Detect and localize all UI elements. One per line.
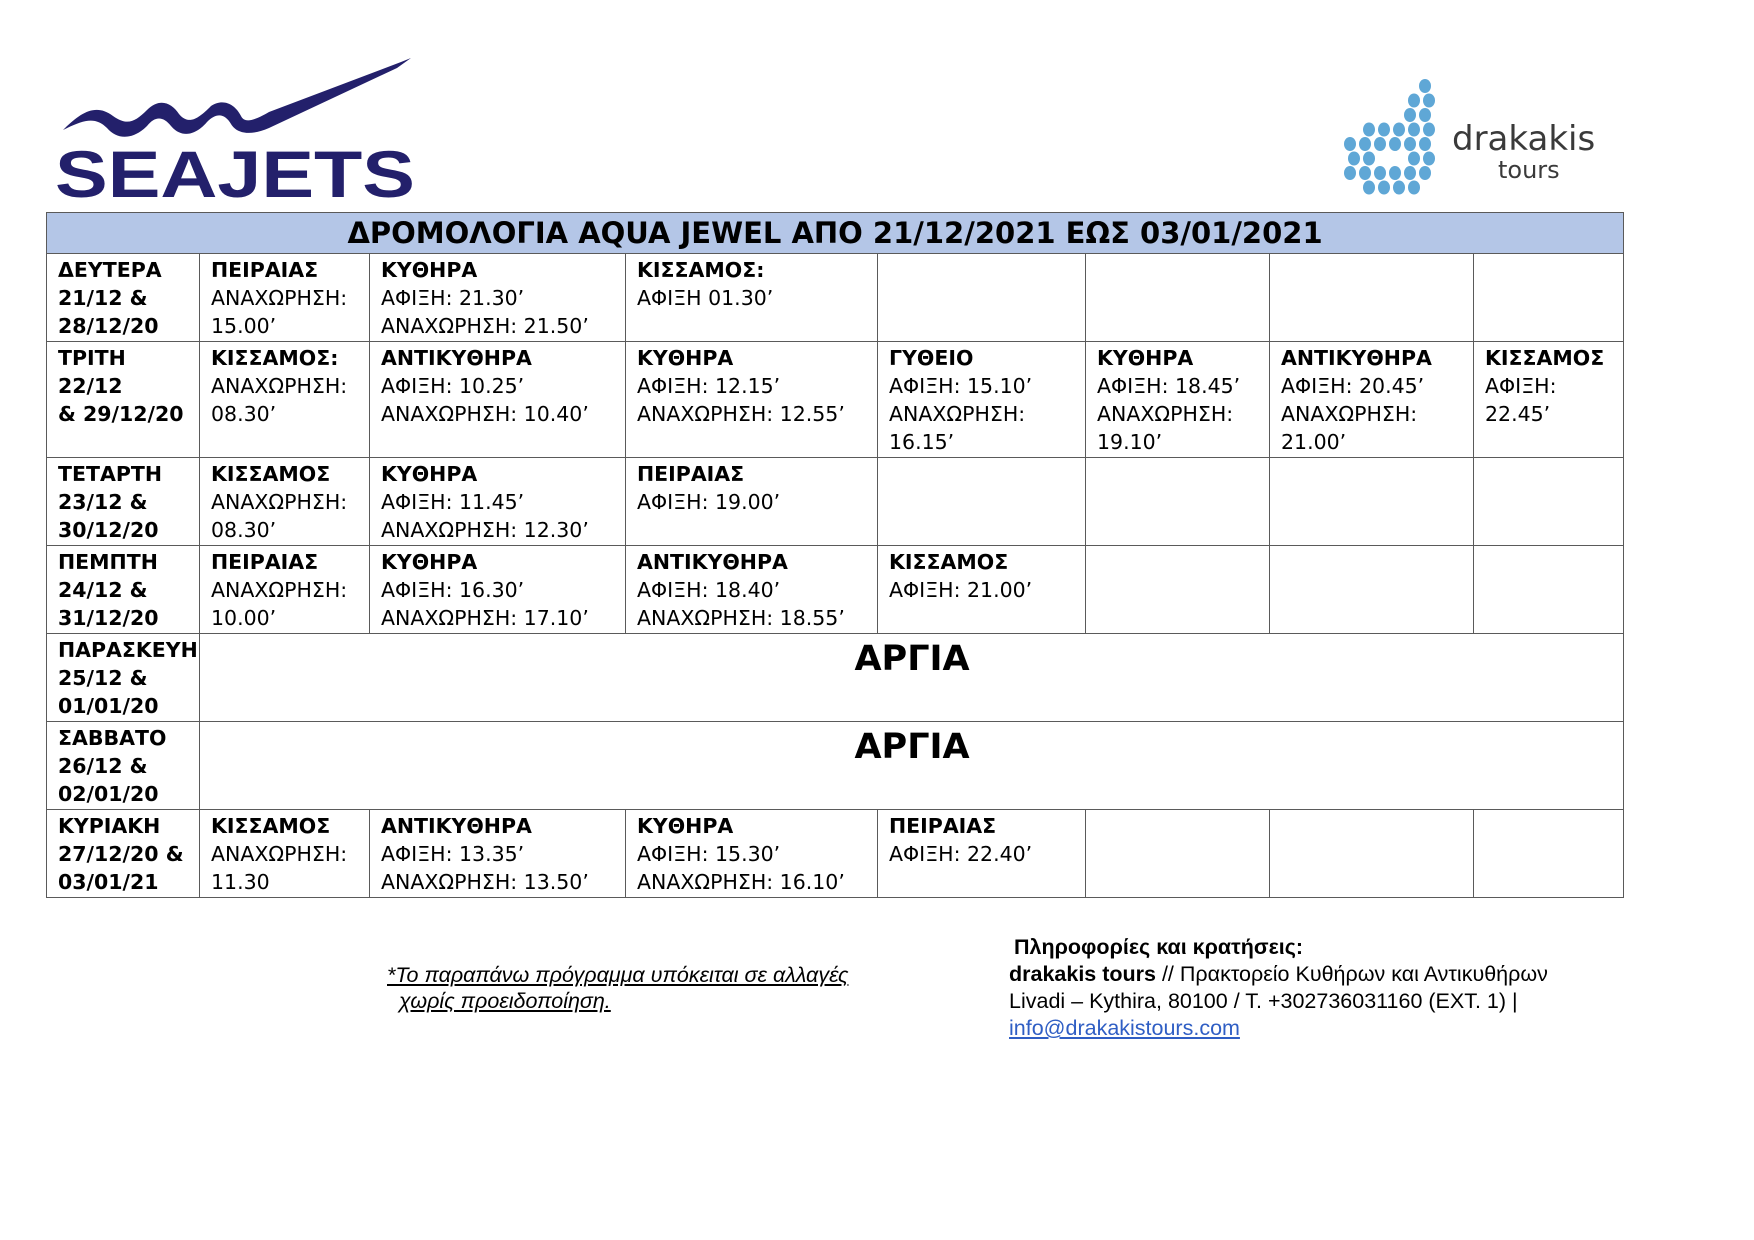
time-line: ΑΦΙΞΗ: 16.30’ xyxy=(381,578,525,602)
day-label-line: 21/12 & xyxy=(58,286,148,310)
empty-cell xyxy=(1474,546,1624,634)
port-name: ΚΙΣΣΑΜΟΣ xyxy=(1485,346,1605,370)
stop-cell xyxy=(370,254,626,342)
day-label-line: 03/01/21 xyxy=(58,870,159,894)
logo-dot xyxy=(1404,137,1416,151)
day-label-line: 23/12 & xyxy=(58,490,148,514)
time-line: ΑΦΙΞΗ: 15.10’ xyxy=(889,374,1033,398)
stop-cell xyxy=(370,546,626,634)
time-line: ΑΝΑΧΩΡΗΣΗ: 12.55’ xyxy=(637,402,845,426)
time-line: ΑΦΙΞΗ: 21.30’ xyxy=(381,286,525,310)
port-name: ΚΙΣΣΑΜΟΣ xyxy=(211,814,331,838)
empty-cell xyxy=(1474,458,1624,546)
schedule-row xyxy=(47,634,1624,722)
port-name: ΠΕΙΡΑΙΑΣ xyxy=(211,258,319,282)
schedule-row xyxy=(47,458,1624,546)
stop-cell xyxy=(878,810,1086,898)
time-line: ΑΝΑΧΩΡΗΣΗ: xyxy=(211,286,348,310)
time-line: 15.00’ xyxy=(211,314,277,338)
day-label-line: 02/01/20 xyxy=(58,782,159,806)
time-line: ΑΦΙΞΗ: 10.25’ xyxy=(381,374,525,398)
logo-dot xyxy=(1344,166,1356,180)
empty-cell xyxy=(1474,810,1624,898)
time-line: ΑΦΙΞΗ: 20.45’ xyxy=(1281,374,1425,398)
logo-dot xyxy=(1389,137,1401,151)
time-line: ΑΝΑΧΩΡΗΣΗ: 16.10’ xyxy=(637,870,845,894)
logo-dot xyxy=(1374,137,1386,151)
port-name: ΚΥΘΗΡΑ xyxy=(637,346,734,370)
time-line: ΑΦΙΞΗ: 21.00’ xyxy=(889,578,1033,602)
stop-cell xyxy=(200,458,370,546)
time-line: ΑΝΑΧΩΡΗΣΗ: 12.30’ xyxy=(381,518,589,542)
time-line: ΑΝΑΧΩΡΗΣΗ: xyxy=(211,578,348,602)
day-label-line: 26/12 & xyxy=(58,754,148,778)
time-line: 22.45’ xyxy=(1485,402,1551,426)
day-cell xyxy=(47,458,200,546)
day-cell xyxy=(47,810,200,898)
logo-dot xyxy=(1408,181,1420,195)
day-label-line: 30/12/20 xyxy=(58,518,159,542)
port-name: ΑΝΤΙΚΥΘΗΡΑ xyxy=(381,814,532,838)
logo-dot xyxy=(1374,166,1386,180)
time-line: 11.30 xyxy=(211,870,270,894)
logo-dot xyxy=(1359,166,1371,180)
contact-info xyxy=(1009,934,1749,1042)
time-line: ΑΝΑΧΩΡΗΣΗ: 13.50’ xyxy=(381,870,589,894)
time-line: ΑΝΑΧΩΡΗΣΗ: 18.55’ xyxy=(637,606,845,630)
port-name: ΚΙΣΣΑΜΟΣ: xyxy=(637,258,765,282)
contact-line-2: Livadi – Kythira, 80100 / T. +302736031160 (EXT. 1) | xyxy=(1009,989,1518,1013)
port-name: ΚΥΘΗΡΑ xyxy=(637,814,734,838)
disclaimer-line-1: *Το παραπάνω πρόγραμμα υπόκειται σε αλλαγές xyxy=(387,963,849,987)
drakakis-wordmark: drakakis xyxy=(1452,119,1596,159)
port-name: ΚΥΘΗΡΑ xyxy=(381,550,478,574)
day-label-line: 31/12/20 xyxy=(58,606,159,630)
stop-cell xyxy=(200,342,370,458)
empty-cell xyxy=(1086,458,1270,546)
logo-dot xyxy=(1404,166,1416,180)
time-line: ΑΦΙΞΗ: xyxy=(1485,374,1557,398)
disclaimer-line-2: χωρίς προειδοποίηση. xyxy=(399,989,611,1013)
logo-dot xyxy=(1408,94,1420,108)
stop-cell xyxy=(626,810,878,898)
wave-swoosh-icon xyxy=(63,58,411,137)
logo-dot xyxy=(1363,181,1375,195)
time-line: 21.00’ xyxy=(1281,430,1347,454)
time-line: ΑΦΙΞΗ: 15.30’ xyxy=(637,842,781,866)
email-link[interactable]: info@drakakistours.com xyxy=(1009,1016,1240,1040)
seajets-logo xyxy=(55,52,420,204)
schedule-row xyxy=(47,546,1624,634)
stop-cell xyxy=(1086,342,1270,458)
logo-dot xyxy=(1423,123,1435,137)
schedule-row xyxy=(47,342,1624,458)
time-line: ΑΦΙΞΗ: 19.00’ xyxy=(637,490,781,514)
day-cell xyxy=(47,722,200,810)
drakakis-tours-logo xyxy=(1340,78,1615,206)
time-line: ΑΦΙΞΗ: 11.45’ xyxy=(381,490,525,514)
day-cell xyxy=(47,546,200,634)
stop-cell xyxy=(200,546,370,634)
day-label-line: ΣΑΒΒΑΤΟ xyxy=(58,726,167,750)
title-row xyxy=(47,213,1624,254)
day-cell xyxy=(47,254,200,342)
empty-cell xyxy=(1086,546,1270,634)
day-label-line: ΚΥΡΙΑΚΗ xyxy=(58,814,161,838)
company-name: drakakis tours xyxy=(1009,962,1156,986)
day-label-line: ΔΕΥΤΕΡΑ xyxy=(58,258,162,282)
day-label-line: ΠΕΜΠΤΗ xyxy=(58,550,158,574)
logo-dot xyxy=(1393,123,1405,137)
schedule-row xyxy=(47,810,1624,898)
port-name: ΚΥΘΗΡΑ xyxy=(1097,346,1194,370)
logo-dot xyxy=(1363,123,1375,137)
day-label-line: ΠΑΡΑΣΚΕΥΗ xyxy=(58,638,198,662)
port-name: ΠΕΙΡΑΙΑΣ xyxy=(211,550,319,574)
stop-cell xyxy=(878,342,1086,458)
logo-dot xyxy=(1359,137,1371,151)
port-name: ΚΥΘΗΡΑ xyxy=(381,258,478,282)
schedule-row xyxy=(47,254,1624,342)
stop-cell xyxy=(626,254,878,342)
time-line: ΑΦΙΞΗ: 13.35’ xyxy=(381,842,525,866)
time-line: ΑΦΙΞΗ: 12.15’ xyxy=(637,374,781,398)
stop-cell xyxy=(370,342,626,458)
day-label-line: 28/12/20 xyxy=(58,314,159,338)
logo-dot xyxy=(1404,108,1416,122)
stop-cell xyxy=(1474,342,1624,458)
time-line: 19.10’ xyxy=(1097,430,1163,454)
port-name: ΠΕΙΡΑΙΑΣ xyxy=(637,462,745,486)
port-name: ΓΥΘΕΙΟ xyxy=(889,346,974,370)
empty-cell xyxy=(1270,810,1474,898)
logo-dot xyxy=(1378,181,1390,195)
logo-dot xyxy=(1419,79,1431,93)
port-name: ΠΕΙΡΑΙΑΣ xyxy=(889,814,997,838)
logo-dot xyxy=(1408,123,1420,137)
logo-dot xyxy=(1363,152,1375,166)
stop-cell xyxy=(878,546,1086,634)
day-label-line: ΤΡΙΤΗ 22/12 xyxy=(58,346,126,398)
holiday-label: ΑΡΓΙΑ xyxy=(200,722,1624,810)
seajets-wordmark: SEAJETS xyxy=(55,137,415,204)
logo-dot xyxy=(1378,123,1390,137)
logo-dot xyxy=(1389,166,1401,180)
time-line: ΑΝΑΧΩΡΗΣΗ: xyxy=(889,402,1026,426)
time-line: ΑΝΑΧΩΡΗΣΗ: xyxy=(1281,402,1418,426)
empty-cell xyxy=(1086,254,1270,342)
port-name: ΑΝΤΙΚΥΘΗΡΑ xyxy=(637,550,788,574)
empty-cell xyxy=(1086,810,1270,898)
day-label-line: 24/12 & xyxy=(58,578,148,602)
stop-cell xyxy=(200,810,370,898)
day-cell xyxy=(47,634,200,722)
holiday-label: ΑΡΓΙΑ xyxy=(200,634,1624,722)
tours-wordmark: tours xyxy=(1498,156,1560,184)
logo-dot xyxy=(1419,166,1431,180)
empty-cell xyxy=(878,458,1086,546)
schedule-title: ΔΡΟΜΟΛΟΓΙΑ AQUA JEWEL ΑΠΟ 21/12/2021 ΕΩΣ 03/01/2021 xyxy=(47,213,1624,254)
port-name: ΑΝΤΙΚΥΘΗΡΑ xyxy=(381,346,532,370)
day-cell xyxy=(47,342,200,458)
empty-cell xyxy=(878,254,1086,342)
time-line: 08.30’ xyxy=(211,518,277,542)
day-label-line: 01/01/20 xyxy=(58,694,159,718)
stop-cell xyxy=(626,546,878,634)
contact-line-1 xyxy=(1009,961,1749,988)
time-line: ΑΝΑΧΩΡΗΣΗ: 10.40’ xyxy=(381,402,589,426)
agency-description: // Πρακτορείο Κυθήρων και Αντικυθήρων xyxy=(1155,962,1548,986)
day-label-line: ΤΕΤΑΡΤΗ xyxy=(58,462,163,486)
contact-heading: Πληροφορίες και κρατήσεις: xyxy=(1014,935,1304,959)
port-name: ΚΙΣΣΑΜΟΣ xyxy=(211,462,331,486)
logo-dot xyxy=(1423,152,1435,166)
port-name: ΚΥΘΗΡΑ xyxy=(381,462,478,486)
port-name: ΚΙΣΣΑΜΟΣ xyxy=(889,550,1009,574)
time-line: ΑΝΑΧΩΡΗΣΗ: xyxy=(1097,402,1234,426)
day-label-line: 27/12/20 & xyxy=(58,842,184,866)
time-line: ΑΦΙΞΗ: 18.45’ xyxy=(1097,374,1241,398)
schedule-table xyxy=(46,212,1624,898)
time-line: ΑΝΑΧΩΡΗΣΗ: 21.50’ xyxy=(381,314,589,338)
time-line: ΑΝΑΧΩΡΗΣΗ: xyxy=(211,842,348,866)
empty-cell xyxy=(1474,254,1624,342)
time-line: 10.00’ xyxy=(211,606,277,630)
logo-dot xyxy=(1419,137,1431,151)
stop-cell xyxy=(370,458,626,546)
empty-cell xyxy=(1270,458,1474,546)
logo-dot xyxy=(1423,94,1435,108)
time-line: ΑΦΙΞΗ: 22.40’ xyxy=(889,842,1033,866)
stop-cell xyxy=(200,254,370,342)
stop-cell xyxy=(626,342,878,458)
time-line: ΑΝΑΧΩΡΗΣΗ: xyxy=(211,490,348,514)
time-line: ΑΝΑΧΩΡΗΣΗ: 17.10’ xyxy=(381,606,589,630)
logo-dot xyxy=(1393,181,1405,195)
time-line: 08.30’ xyxy=(211,402,277,426)
disclaimer-note xyxy=(387,962,907,1014)
empty-cell xyxy=(1270,546,1474,634)
empty-cell xyxy=(1270,254,1474,342)
port-name: ΚΙΣΣΑΜΟΣ: xyxy=(211,346,339,370)
stop-cell xyxy=(370,810,626,898)
time-line: ΑΦΙΞΗ: 18.40’ xyxy=(637,578,781,602)
time-line: ΑΝΑΧΩΡΗΣΗ: xyxy=(211,374,348,398)
day-label-line: & 29/12/20 xyxy=(58,402,184,426)
schedule-row xyxy=(47,722,1624,810)
logo-dot xyxy=(1408,152,1420,166)
time-line: 16.15’ xyxy=(889,430,955,454)
time-line: ΑΦΙΞΗ 01.30’ xyxy=(637,286,774,310)
logo-dot xyxy=(1344,137,1356,151)
logo-dot xyxy=(1348,152,1360,166)
stop-cell xyxy=(626,458,878,546)
logo-dot xyxy=(1419,108,1431,122)
stop-cell xyxy=(1270,342,1474,458)
day-label-line: 25/12 & xyxy=(58,666,148,690)
port-name: ΑΝΤΙΚΥΘΗΡΑ xyxy=(1281,346,1432,370)
